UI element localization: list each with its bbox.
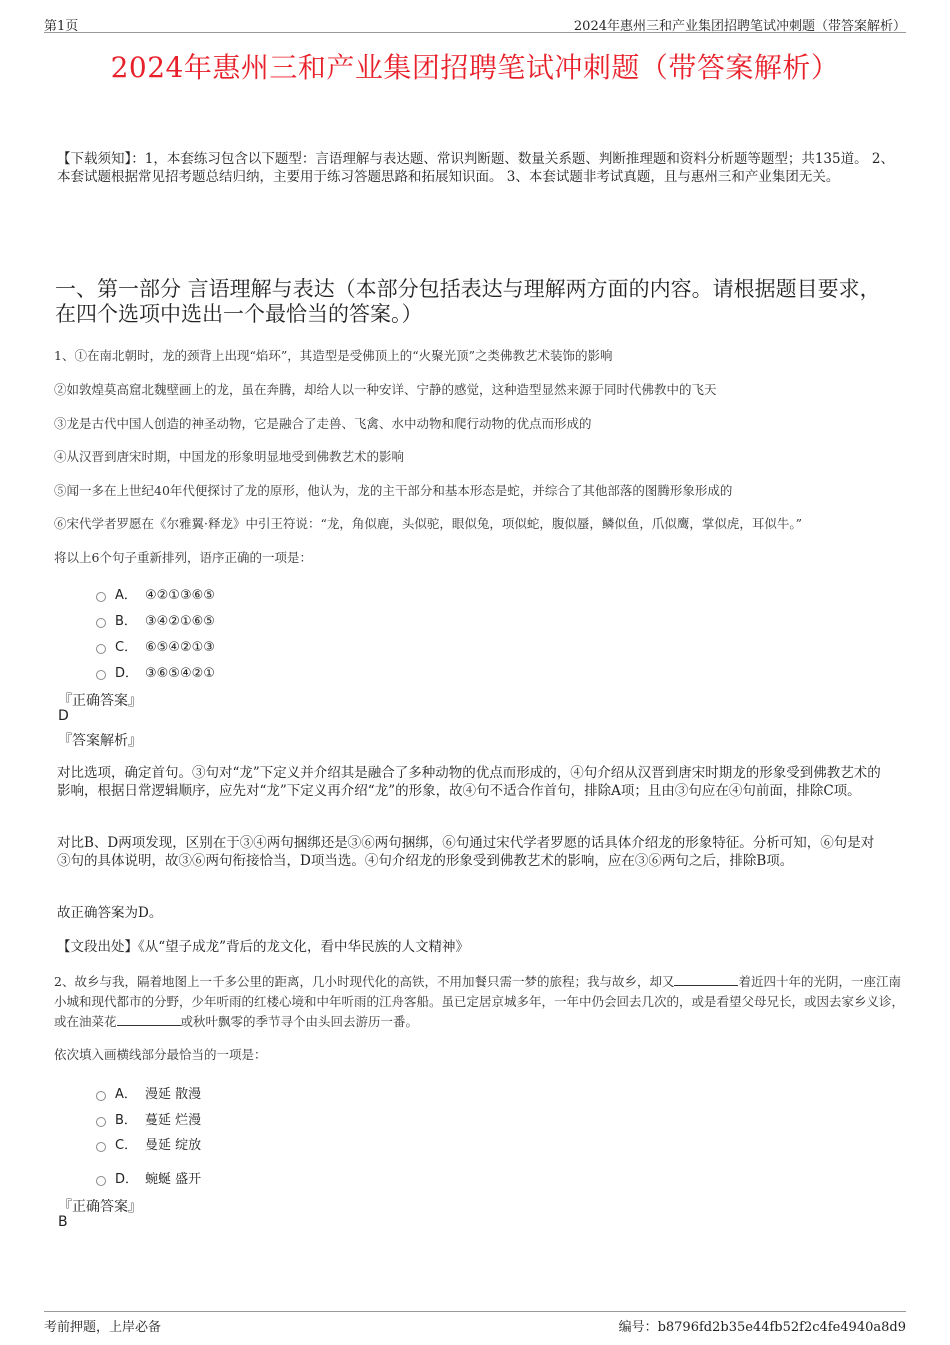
q1-sentence-2: ②如敦煌莫高窟北魏壁画上的龙，虽在奔腾，却给人以一种安详、宁静的感觉，这种造型显然来源于同时代佛教中的飞天 <box>54 382 717 397</box>
radio-icon[interactable] <box>96 1142 106 1152</box>
q2-option-b[interactable]: B． 蔓延 烂漫 <box>96 1109 201 1128</box>
header-doc-title: 2024年惠州三和产业集团招聘笔试冲刺题（带答案解析） <box>573 19 906 34</box>
q1-analysis-2: 对比B、D两项发现，区别在于③④两句捆绑还是③⑥两句捆绑，⑥句通过宋代学者罗愿的话具体介绍龙的形象特征。分析可知，⑥句是对③句的具体说明，故③⑥两句衔接恰当，D项当选。④句介绍龙的形象受到佛教艺术的影响，应在③⑥两句之后，排除B项。 <box>57 835 875 869</box>
q1-prompt: 将以上6个句子重新排列，语序正确的一项是： <box>54 550 312 565</box>
q1-source: 【文段出处】《从“望子成龙”背后的龙文化，看中华民族的人文精神》 <box>57 939 470 955</box>
q1-sentence-1: 1、①在南北朝时，龙的颈背上出现“焰环”，其造型是受佛顶上的“火聚光顶”之类佛教艺术装饰的影响 <box>54 348 613 363</box>
radio-icon[interactable] <box>96 1117 106 1127</box>
footer-slogan: 考前押题，上岸必备 <box>44 1320 162 1335</box>
q2-option-c[interactable]: C． 曼延 绽放 <box>96 1134 201 1153</box>
q1-answer-label: 『正确答案』 <box>58 693 142 709</box>
page-footer <box>44 1311 906 1335</box>
q1-analysis-label: 『答案解析』 <box>58 733 142 749</box>
q2-passage: 2、故乡与我，隔着地图上一千多公里的距离，几小时现代化的高铁，不用加餐只需一梦的旅程；我与故乡，却又 着近四十年的光阴，一座江南小城和现代都市的分野，少年听雨的红楼心境和中年听雨的江舟客船。虽已定居京城多年，一年中仍会回去几次的，或是看望父母兄长，或因去家乡义诊，或在油菜花 或秋叶飘零的季节寻个由头回去游历一番。 <box>54 974 905 1029</box>
radio-icon[interactable] <box>96 670 106 680</box>
q1-answer: D <box>58 708 69 724</box>
blank-2 <box>117 1015 181 1026</box>
q1-sentence-5: ⑤闻一多在上世纪40年代便探讨了龙的原形，他认为，龙的主干部分和基本形态是蛇，并综合了其他部落的图腾形象形成的 <box>54 483 733 498</box>
q1-sentence-6: ⑥宋代学者罗愿在《尔雅翼·释龙》中引王符说：“龙，角似鹿，头似驼，眼似兔，项似蛇，腹似蜃，鳞似鱼，爪似鹰，掌似虎，耳似牛。” <box>54 516 803 531</box>
q2-option-a[interactable]: A． 漫延 散漫 <box>96 1083 201 1102</box>
q2-answer: B <box>58 1214 68 1230</box>
radio-icon[interactable] <box>96 1091 106 1101</box>
radio-icon[interactable] <box>96 644 106 654</box>
page-header <box>44 0 906 33</box>
page-number: 第1页 <box>44 19 79 34</box>
q1-option-a[interactable]: A． ④②①③⑥⑤ <box>96 584 215 603</box>
q1-analysis-3: 故正确答案为D。 <box>57 905 163 921</box>
q2-prompt: 依次填入画横线部分最恰当的一项是： <box>54 1047 267 1062</box>
download-notice: 【下载须知】：1，本套练习包含以下题型：言语理解与表达题、常识判断题、数量关系题、判断推理题和资料分析题等题型；共135道。 2、本套试题根据常见招考题总结归纳，主要用于练习答题思路和拓展知识面。 3、本套试题非考试真题，且与惠州三和产业集团无关。 <box>57 151 894 185</box>
radio-icon[interactable] <box>96 1176 106 1186</box>
footer-doc-id: 编号：b8796fd2b35e44fb52f2c4fe4940a8d9 <box>618 1320 906 1335</box>
document-title: 2024年惠州三和产业集团招聘笔试冲刺题（带答案解析） <box>110 51 840 84</box>
q1-option-b[interactable]: B． ③④②①⑥⑤ <box>96 610 215 629</box>
q1-analysis-1: 对比选项，确定首句。③句对“龙”下定义并介绍其是融合了多种动物的优点而形成的，④句介绍从汉晋到唐宋时期龙的形象受到佛教艺术的影响，根据日常逻辑顺序，应先对“龙”下定义再介绍“龙”的形象，故④句不适合作首句，排除A项；且由③句应在④句前面，排除C项。 <box>57 765 881 799</box>
q1-sentence-3: ③龙是古代中国人创造的神圣动物，它是融合了走兽、飞禽、水中动物和爬行动物的优点而形成的 <box>54 416 592 431</box>
q1-option-d[interactable]: D． ③⑥⑤④②① <box>96 662 215 681</box>
blank-1 <box>674 975 738 986</box>
q1-option-c[interactable]: C． ⑥⑤④②①③ <box>96 636 215 655</box>
radio-icon[interactable] <box>96 618 106 628</box>
q1-sentence-4: ④从汉晋到唐宋时期，中国龙的形象明显地受到佛教艺术的影响 <box>54 449 405 464</box>
radio-icon[interactable] <box>96 592 106 602</box>
q2-answer-label: 『正确答案』 <box>58 1199 142 1215</box>
section-title: 一、第一部分 言语理解与表达（本部分包括表达与理解两方面的内容。请根据题目要求，在四个选项中选出一个最恰当的答案。） <box>55 277 881 326</box>
q2-option-d[interactable]: D． 蜿蜒 盛开 <box>96 1168 201 1187</box>
